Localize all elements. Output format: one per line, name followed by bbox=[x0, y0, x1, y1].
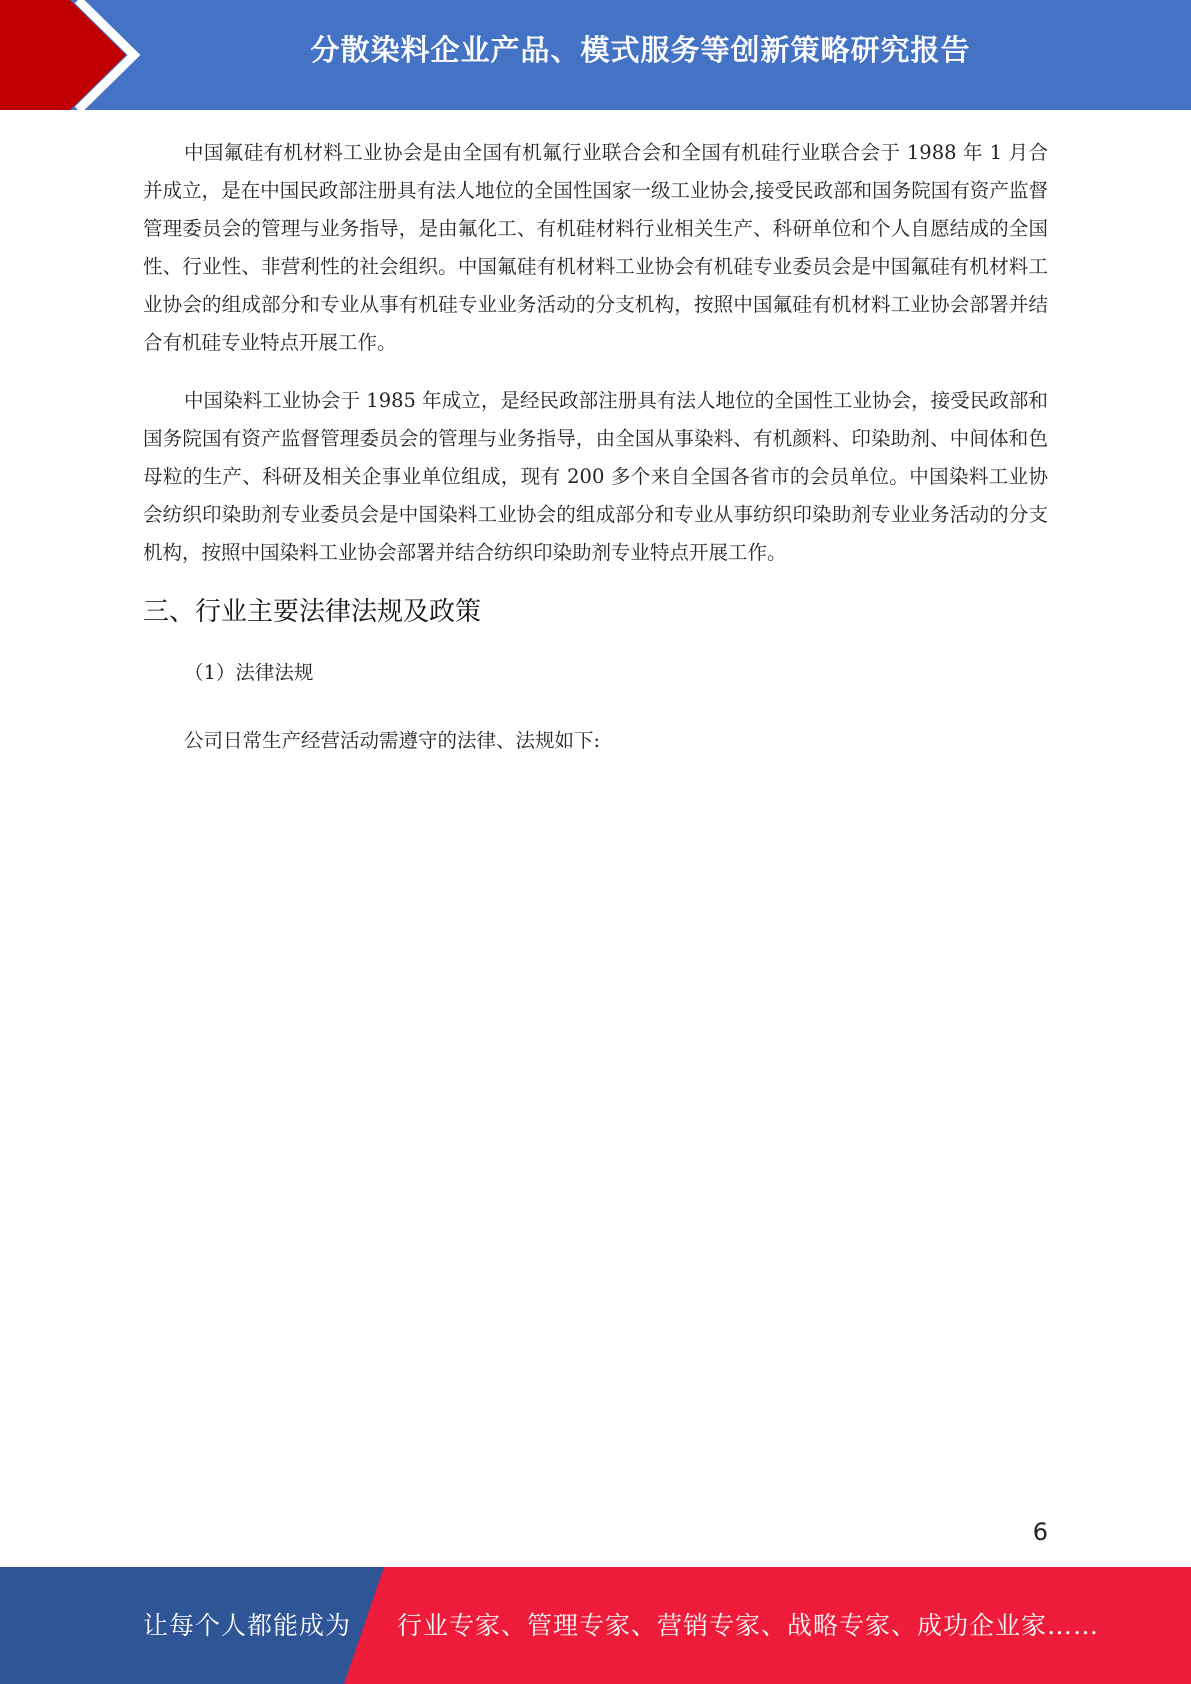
footer-banner bbox=[0, 1567, 1191, 1684]
document-body bbox=[143, 134, 1048, 760]
report-title: 分散染料企业产品、模式服务等创新策略研究报告 bbox=[310, 33, 971, 67]
sub-heading: （1）法律法规 bbox=[184, 661, 314, 684]
footer-slogan-left: 让每个人都能成为 bbox=[143, 1611, 352, 1640]
paragraph-dyestuff-association: 中国染料工业协会于 1985 年成立，是经民政部注册具有法人地位的全国性工业协会，接受民政部和国务院国有资产监督管理委员会的管理与业务指导，由全国从事染料、有机颜料、印染助剂、中间体和色母粒的生产、科研及相关企事业单位组成，现有 200 多个来自全国各省市的会员单位。中国染料工业协会纺织印染助剂专业委员会是中国染料工业协会的组成部分和专业从事纺织印染助剂专业业务活动的分支机构，按照中国染料工业协会部署并结合纺织印染助剂专业特点开展工作。 bbox=[143, 389, 1048, 564]
footer-slogan-right: 行业专家、管理专家、营销专家、战略专家、成功企业家…… bbox=[397, 1611, 1100, 1640]
header-banner bbox=[0, 0, 1191, 110]
page-number: 6 bbox=[1032, 1518, 1048, 1546]
intro-text: 公司日常生产经营活动需遵守的法律、法规如下: bbox=[184, 729, 601, 752]
paragraph-fluorosilicone-association: 中国氟硅有机材料工业协会是由全国有机氟行业联合会和全国有机硅行业联合会于 1988 年 1 月合并成立，是在中国民政部注册具有法人地位的全国性国家一级工业协会,接受民政部和国务院国有资产监督管理委员会的管理与业务指导，是由氟化工、有机硅材料行业相关生产、科研单位和个人自愿结成的全国性、行业性、非营利性的社会组织。中国氟硅有机材料工业协会有机硅专业委员会是中国氟硅有机材料工业协会的组成部分和专业从事有机硅专业业务活动的分支机构，按照中国氟硅有机材料工业协会部署并结合有机硅专业特点开展工作。 bbox=[143, 141, 1048, 354]
section-heading: 三、行业主要法律法规及政策 bbox=[143, 597, 482, 627]
